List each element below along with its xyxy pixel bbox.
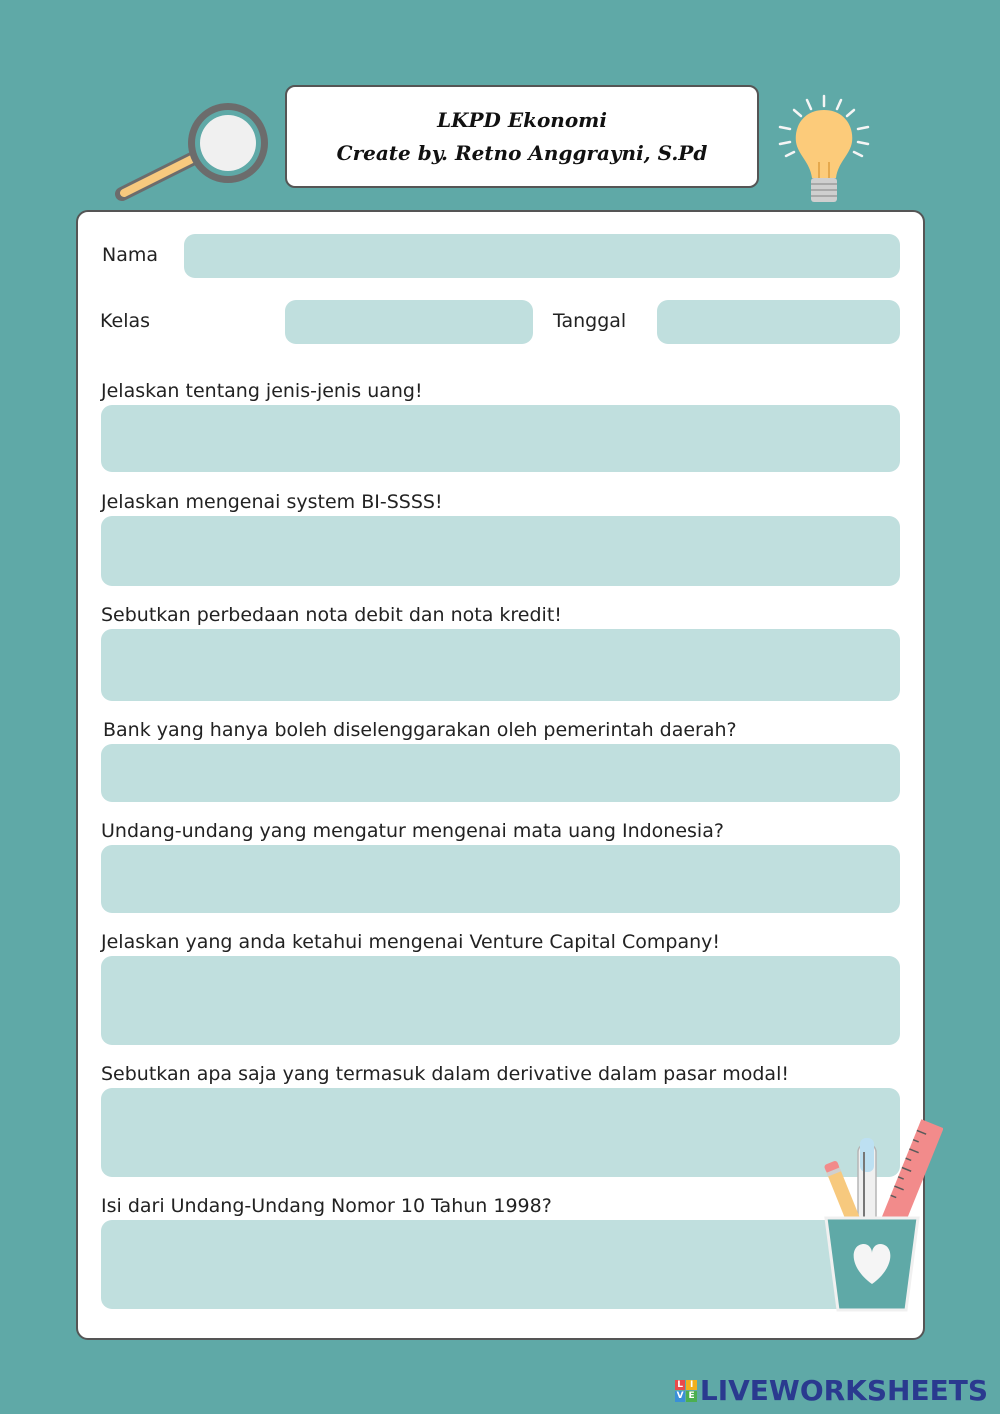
answer-3-input[interactable] <box>101 629 900 701</box>
tanggal-label: Tanggal <box>553 310 627 332</box>
question-8-label: Isi dari Undang-Undang Nomor 10 Tahun 1998? <box>101 1195 552 1217</box>
pencil-cup-icon <box>818 1112 943 1317</box>
question-4-label: Bank yang hanya boleh diselenggarakan oleh pemerintah daerah? <box>103 719 737 741</box>
question-5-label: Undang-undang yang mengatur mengenai mata uang Indonesia? <box>101 820 724 842</box>
nama-label: Nama <box>102 244 159 266</box>
answer-5-input[interactable] <box>101 845 900 913</box>
answer-1-input[interactable] <box>101 405 900 472</box>
liveworksheets-brand <box>675 1374 988 1407</box>
question-3-label: Sebutkan perbedaan nota debit dan nota kredit! <box>101 604 562 626</box>
answer-4-input[interactable] <box>101 744 900 802</box>
lightbulb-icon <box>774 92 874 207</box>
liveworksheets-logo-icon: L I V E <box>675 1380 697 1402</box>
title-box <box>285 85 759 188</box>
brand-text: LIVEWORKSHEETS <box>699 1374 988 1407</box>
kelas-input[interactable] <box>285 300 533 344</box>
question-2-label: Jelaskan mengenai system BI-SSSS! <box>101 491 443 513</box>
magnifier-icon <box>108 98 276 208</box>
title-line-2: Create by. Retno Anggrayni, S.Pd <box>336 140 708 165</box>
worksheet-card <box>76 210 925 1340</box>
kelas-label: Kelas <box>100 310 151 332</box>
question-7-label: Sebutkan apa saja yang termasuk dalam derivative dalam pasar modal! <box>101 1063 789 1085</box>
answer-2-input[interactable] <box>101 516 900 586</box>
question-1-label: Jelaskan tentang jenis-jenis uang! <box>101 380 423 402</box>
answer-6-input[interactable] <box>101 956 900 1045</box>
question-6-label: Jelaskan yang anda ketahui mengenai Venture Capital Company! <box>101 931 721 953</box>
answer-8-input[interactable] <box>101 1220 900 1309</box>
answer-7-input[interactable] <box>101 1088 900 1177</box>
tanggal-input[interactable] <box>657 300 900 344</box>
nama-input[interactable] <box>184 234 900 278</box>
title-line-1: LKPD Ekonomi <box>437 107 607 132</box>
